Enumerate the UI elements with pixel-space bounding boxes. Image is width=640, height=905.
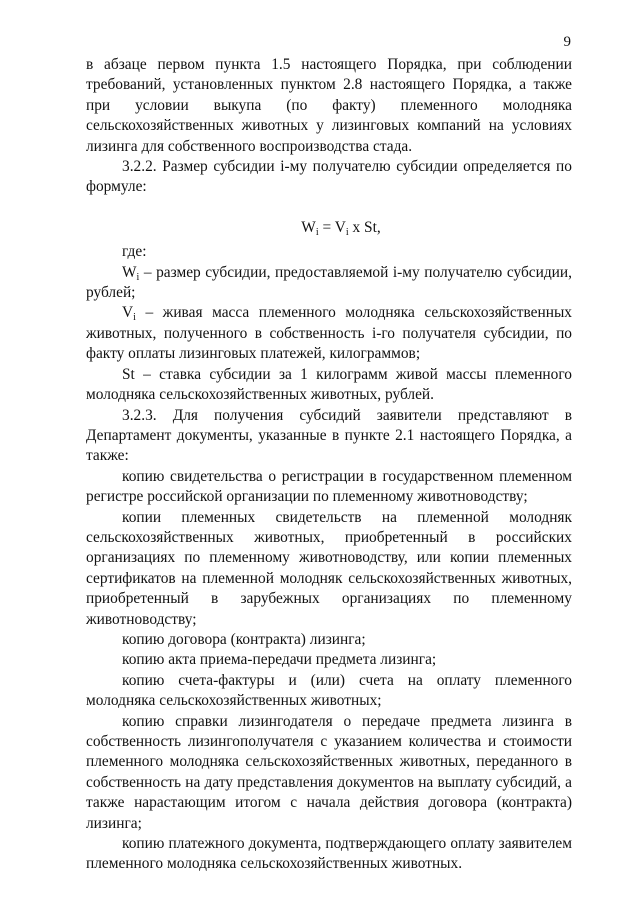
paragraph-3-2-2: 3.2.2. Размер субсидии i-му получателю субсидии определяется по формуле: bbox=[86, 158, 572, 196]
list-item-invoice: копию счета-фактуры и (или) счета на оплату племенного молодняка сельскохозяйственных животных; bbox=[86, 671, 572, 710]
definition-v bbox=[86, 303, 572, 364]
list-item-leasing-contract: копию договора (контракта) лизинга; bbox=[122, 630, 366, 648]
definition-v-text: – живая масса племенного молодняка сельскохозяйственных животных, полученного в собственность i-го получателя субсидии, по факту оплаты лизинговых платежей, килограммов; bbox=[86, 304, 572, 363]
list-item-registry-certificate: копию свидетельства о регистрации в государственном племенном регистре российской организации по племенному животноводству; bbox=[86, 467, 572, 506]
subsidy-formula bbox=[86, 198, 572, 242]
symbol-v-subscript: i bbox=[133, 312, 136, 324]
definition-st: St – ставка субсидии за 1 килограмм живой массы племенного молодняка сельскохозяйственных животных, рублей. bbox=[86, 365, 572, 404]
formula-v-subscript: i bbox=[345, 226, 349, 238]
paragraph-continuation: в абзаце первом пункта 1.5 настоящего Порядка, при соблюдении требований, установленных пунктом 2.8 настоящего Порядка, а также при условии выкупа (по факту) племенного молодняка сельскохозяйственных животных у лизинговых компаний на условиях лизинга для собственного воспроизводства стада. bbox=[86, 56, 572, 155]
definition-w-text: – размер субсидии, предоставляемой i-му получателю субсидии, рублей; bbox=[86, 263, 572, 302]
list-item-lessor-statement: копию справки лизингодателя о передаче предмета лизинга в собственность лизингополучателя с указанием количества и стоимости племенного молодняка сельскохозяйственных животных, переданного в собственность на дату представления документов на выплату субсидий, а также нарастающим итогом с начала действия договора (контракта) лизинга; bbox=[86, 712, 572, 832]
symbol-w: W bbox=[122, 263, 137, 281]
document-body bbox=[86, 55, 572, 875]
symbol-w-subscript: i bbox=[136, 271, 140, 283]
list-item-payment-document: копию платежного документа, подтверждающего оплату заявителем племенного молодняка сельскохозяйственных животных. bbox=[86, 835, 572, 873]
formula-w: W bbox=[301, 218, 316, 236]
formula-rest: x St, bbox=[348, 218, 381, 236]
paragraph-3-2-3: 3.2.3. Для получения субсидий заявители представляют в Департамент документы, указанные в пункте 2.1 настоящего Порядка, а также: bbox=[86, 406, 572, 465]
list-item-transfer-act: копию акта приема-передачи предмета лизинга; bbox=[122, 651, 437, 669]
list-item-breeding-certificates: копии племенных свидетельств на племенной молодняк сельскохозяйственных животных, приобретенный в российских организациях по племенному животноводству, или копии племенных сертификатов на племенной молодняк сельскохозяйственных животных, приобретенный в зарубежных организациях по племенному животноводству; bbox=[86, 508, 572, 628]
formula-v: V bbox=[334, 218, 346, 236]
where-label: где: bbox=[122, 243, 147, 261]
symbol-v: V bbox=[122, 304, 134, 322]
formula-w-subscript: i bbox=[315, 226, 319, 238]
definition-w bbox=[86, 263, 572, 304]
formula-equals: = bbox=[318, 218, 335, 236]
page-number: 9 bbox=[563, 34, 571, 50]
